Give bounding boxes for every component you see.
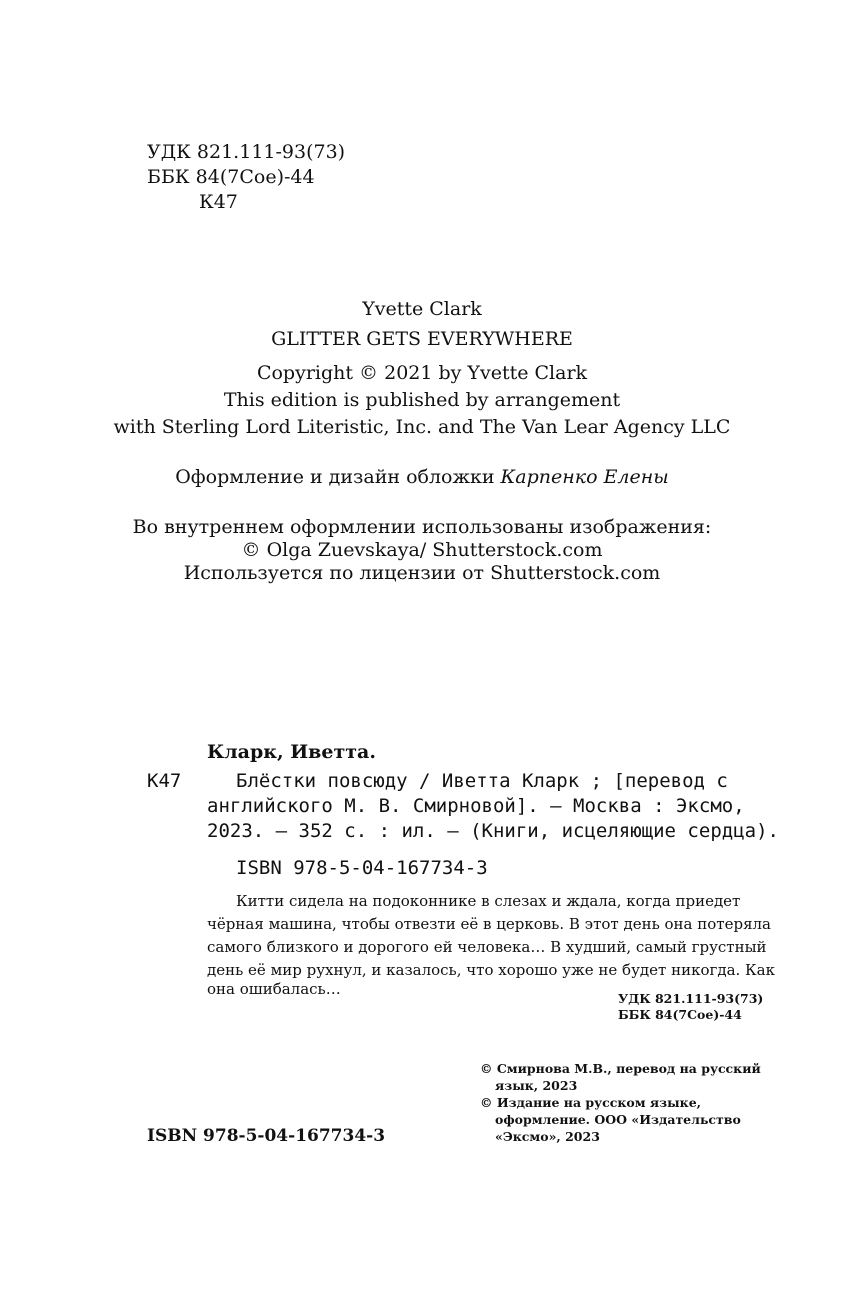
rights-edition-line-1: © Издание на русском языке, — [480, 1095, 702, 1110]
design-credit — [0, 466, 844, 488]
catalog-isbn: ISBN 978-5-04-167734-3 — [236, 857, 488, 879]
annotation-line-1: Китти сидела на подоконнике в слезах и ждала, когда приедет — [236, 892, 741, 910]
annotation-udk: УДК 821.111-93(73) — [618, 991, 764, 1006]
annotation-line-4: день её мир рухнул, и казалось, что хорошо уже не будет никогда. Как — [207, 961, 775, 979]
images-credit-line-3: Используется по лицензии от Shutterstock.com — [183, 562, 661, 584]
design-credit-prefix: Оформление и дизайн обложки — [175, 466, 501, 488]
catalog-line-1: Блёстки повсюду / Иветта Кларк ; [перевод с — [236, 770, 728, 792]
annotation-bbk: ББК 84(7Сое)-44 — [618, 1007, 742, 1022]
catalog-mark: К47 — [147, 770, 182, 792]
rights-translation-line-1: © Смирнова М.В., перевод на русский — [480, 1061, 761, 1076]
udk-code: УДК 821.111-93(73) — [147, 141, 346, 163]
rights-translation-line-2: язык, 2023 — [495, 1078, 578, 1093]
images-credit-line-1: Во внутреннем оформлении использованы изображения: — [132, 516, 712, 538]
catalog-heading: Кларк, Иветта. — [207, 741, 376, 763]
original-author: Yvette Clark — [362, 298, 482, 320]
copyright-line: Copyright © 2021 by Yvette Clark — [256, 362, 588, 384]
annotation-line-5: она ошибалась… — [207, 980, 341, 998]
annotation-line-2: чёрная машина, чтобы отвезти её в церковь. В этот день она потеряла — [207, 915, 772, 933]
designer-name: Карпенко Елены — [500, 466, 669, 488]
footer-isbn: ISBN 978-5-04-167734-3 — [147, 1126, 386, 1146]
original-title: GLITTER GETS EVERYWHERE — [271, 328, 573, 350]
catalog-line-3: 2023. — 352 с. : ил. — (Книги, исцеляющие сердца). — [207, 820, 779, 842]
rights-edition-line-3: «Эксмо», 2023 — [495, 1129, 600, 1144]
arrangement-line-1: This edition is published by arrangement — [223, 389, 621, 411]
catalog-line-2: английского М. В. Смирновой]. — Москва : Эксмо, — [207, 795, 745, 817]
author-mark: К47 — [199, 191, 238, 213]
annotation-line-3: самого близкого и дорогого ей человека… В худший, самый грустный — [207, 938, 767, 956]
images-credit-line-2: © Olga Zuevskaya/ Shutterstock.com — [241, 539, 603, 561]
bbk-code: ББК 84(7Сое)-44 — [147, 166, 315, 188]
rights-edition-line-2: оформление. ООО «Издательство — [495, 1112, 741, 1127]
arrangement-line-2: with Sterling Lord Literistic, Inc. and The Van Lear Agency LLC — [113, 416, 731, 438]
